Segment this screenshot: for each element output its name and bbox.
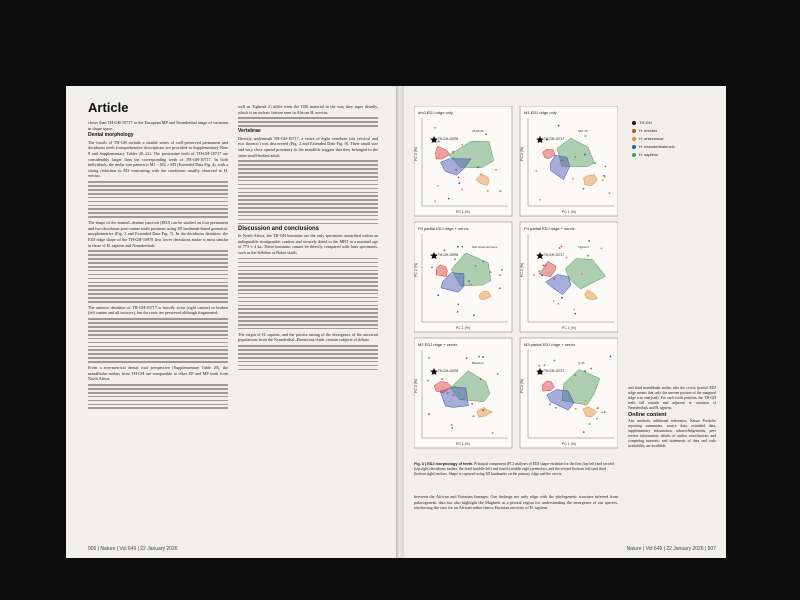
- specimen-label: Q 15: [578, 361, 585, 365]
- specimen-point: [477, 166, 479, 168]
- left-page: [66, 86, 396, 558]
- specimen-point: [466, 357, 468, 359]
- specimen-point: [475, 265, 477, 267]
- specimen-point: [553, 300, 555, 302]
- specimen-point: [427, 380, 429, 382]
- text-lines: [238, 345, 378, 370]
- y-axis-label: PC 2 (%): [520, 262, 524, 277]
- section-discussion-heading: Discussion and conclusions: [238, 225, 320, 232]
- specimen-point: [482, 261, 484, 263]
- specimen-point: [452, 157, 454, 159]
- specimen-point: [610, 356, 612, 358]
- specimen-point: [499, 287, 501, 289]
- specimen-point: [441, 378, 443, 380]
- col1-para2: The shape of the enamel–dentine junction (EDJ) can be studied on four permanent and two deciduous post-canine tooth positions using 3D landmark-based geometric morphometrics (Fig. 3 and Extended Data Fig. 7). In the deciduous dentition, the EDJ ridge shape of the TH-GH-10978 first lower deciduous molar is most similar to those of H. sapiens and Neanderthals.: [88, 220, 228, 248]
- y-axis-label: PC 2 (%): [520, 146, 524, 161]
- left-column-2: [238, 104, 378, 372]
- specimen-point: [574, 313, 576, 315]
- left-column-1: [88, 120, 228, 411]
- specimen-point: [549, 404, 551, 406]
- col2-para2: Directly underneath TH-GH-10717, a series of eight vertebrae (six cervical and two thoracic) was discovered (Fig. 2 and Extended Data Fig. 9). Their small size and very close spatial proximity to the mandible suggest that they belonged to the same small-bodied adult.: [238, 135, 378, 158]
- specimen-label: TH-GH-10978: [438, 137, 459, 141]
- text-lines: [88, 318, 228, 362]
- legend-item: [632, 152, 675, 157]
- specimen-point: [601, 248, 603, 250]
- specimen-point: [587, 255, 589, 257]
- specimen-point: [452, 151, 454, 153]
- specimen-point: [585, 135, 587, 137]
- figure-panel: [414, 106, 512, 216]
- figure-legend: [632, 120, 675, 160]
- specimen-point: [575, 374, 577, 376]
- x-axis-label: PC 1 (%): [561, 210, 577, 214]
- text-lines: [238, 160, 378, 224]
- specimen-label: Tighenif: [578, 245, 589, 249]
- specimen-point: [428, 357, 430, 359]
- specimen-point: [437, 294, 439, 296]
- right-page: [404, 86, 726, 558]
- specimen-point: [457, 311, 459, 313]
- specimen-point: [434, 200, 436, 202]
- specimen-point: [490, 271, 492, 273]
- specimen-point: [457, 246, 459, 248]
- specimen-point: [544, 364, 546, 366]
- specimen-label: TH-GH-10717: [544, 137, 565, 141]
- panel-label: P4 partial EDJ ridge + cervix: [524, 226, 575, 231]
- col2-para1: well as Tighenif 2) differ from the TD6 material in the way they taper distally, which is an archaic feature seen in African H. erectus.: [238, 104, 378, 115]
- specimen-point: [604, 176, 606, 178]
- col2-para4: The origin of H. sapiens, and the precise timing of the divergence of the ancestral populations from the Neanderthal–Denisovan clade, remain subjects of debate.: [238, 331, 378, 343]
- specimen-point: [563, 165, 565, 167]
- side-col-para2: Any methods, additional references, Nature Portfolio reporting summaries, source data, extended data, supplementary information, acknowledgements, peer review information; details of author contributions and competing interests; and statements of data and code availability are available.: [628, 419, 716, 448]
- specimen-point: [596, 418, 598, 420]
- specimen-point: [454, 258, 456, 260]
- text-lines: [238, 258, 378, 330]
- x-axis-label: PC 1 (%): [455, 326, 471, 330]
- specimen-point: [473, 314, 475, 316]
- specimen-point: [444, 250, 446, 252]
- bottom-para: between the African and Eurasian lineages. Our findings not only align with the phylogenetic structure inferred from palaeogenetic data but also highlight the Maghreb as a pivotal region for understanding the emergence of our species, reinforcing the case for an African rather than a Eurasian ancestry of H. sapiens.: [414, 494, 618, 511]
- legend-swatch: [632, 137, 636, 141]
- legend-item: [632, 120, 675, 125]
- figure-3-caption: [414, 462, 618, 477]
- y-axis-label: PC 2 (%): [414, 146, 418, 161]
- legend-item: [632, 128, 675, 133]
- specimen-point: [482, 356, 484, 358]
- col1-para4: From a non-metrical dental trait perspective (Supplementary Table 20), the mandibular molars from TH-GH are comparable to other EP and MP teeth from North Africa.: [88, 365, 228, 382]
- specimen-point: [448, 198, 450, 200]
- specimen-point: [538, 365, 540, 367]
- specimen-point: [428, 413, 430, 415]
- x-axis-label: PC 1 (%): [455, 210, 471, 214]
- specimen-point: [447, 392, 449, 394]
- specimen-point: [480, 378, 482, 380]
- specimen-point: [454, 385, 456, 387]
- legend-label: H. sapiens: [639, 152, 658, 157]
- left-page-footer: 906 | Nature | Vol 649 | 22 January 2026: [88, 546, 178, 552]
- x-axis-label: PC 1 (%): [561, 326, 577, 330]
- specimen-point: [471, 403, 473, 405]
- text-lines: [88, 181, 228, 218]
- specimen-point: [609, 192, 611, 194]
- specimen-point: [455, 264, 457, 266]
- book-gutter: [396, 86, 404, 558]
- specimen-point: [543, 265, 545, 267]
- specimen-point: [535, 170, 537, 172]
- specimen-point: [581, 273, 583, 275]
- specimen-point: [458, 182, 460, 184]
- specimen-point: [461, 144, 463, 146]
- legend-swatch: [632, 129, 636, 133]
- specimen-point: [575, 408, 577, 410]
- specimen-point: [584, 370, 586, 372]
- specimen-label: Sidi Abderrahmane: [472, 245, 498, 249]
- specimen-point: [583, 431, 585, 433]
- specimen-point: [451, 424, 453, 426]
- specimen-point: [566, 257, 568, 259]
- specimen-point: [604, 411, 606, 413]
- specimen-point: [574, 156, 576, 158]
- specimen-point: [458, 304, 460, 306]
- specimen-point: [471, 283, 473, 285]
- figure-3: [414, 106, 618, 558]
- specimen-point: [501, 269, 503, 271]
- specimen-point: [554, 360, 556, 362]
- specimen-point: [589, 423, 591, 425]
- specimen-point: [561, 297, 563, 299]
- specimen-point: [462, 246, 464, 248]
- legend-label: H. erectus: [639, 128, 658, 133]
- specimen-point: [572, 178, 574, 180]
- specimen-point: [499, 190, 501, 192]
- specimen-point: [539, 199, 541, 201]
- figure-panel: [414, 222, 512, 332]
- col1-para1: The fossils of TH-GH include a sizable series of well-preserved permanent and deciduous teeth (comprehensive descriptions are provided in Supplementary Note 8 and Supplementary Tables 20–22). The postcanine teeth of TH-GH-10717 are considerably larger than the corresponding teeth of TH-GH-10717. In both individuals, the molar size pattern is M1 < M2 > M3 (Extended Data Fig. 4), with a strong reduction in M3 contrasting with the conditions usually observed in H. erectus.: [88, 139, 228, 179]
- specimen-point: [588, 240, 590, 242]
- group-hull: [436, 265, 447, 277]
- specimen-point: [605, 166, 607, 168]
- specimen-point: [590, 368, 592, 370]
- figure-panel: [520, 338, 618, 448]
- specimen-label: TH-GH-10978: [438, 369, 459, 373]
- specimen-point: [497, 373, 499, 375]
- specimen-point: [602, 179, 604, 181]
- specimen-point: [468, 280, 470, 282]
- col1-para3: The anterior dentition of TH-GH-10717 is heavily worn (right canine) or broken (left canine and all incisors), but the roots are preserved although fragmented.: [88, 304, 228, 316]
- specimen-point: [559, 247, 561, 249]
- panel-label: dm2 EDJ ridge only: [418, 110, 453, 115]
- specimen-point: [461, 189, 463, 191]
- panel-label: M3 partial EDJ ridge + cervix: [524, 342, 576, 347]
- text-lines: [88, 250, 228, 302]
- figure-panels: [414, 106, 618, 448]
- specimen-point: [573, 309, 575, 311]
- specimen-point: [473, 415, 475, 417]
- specimen-point: [538, 270, 540, 272]
- specimen-point: [584, 154, 586, 156]
- specimen-point: [492, 432, 494, 434]
- section-vertebrae-heading: Vertebrae: [238, 128, 261, 135]
- caption-text: Principal component (PC) analyses of EDJ shape variation for the first (top left) and second (top right) deciduous molars, the third (middle left) and fourth (middle right) premolars, and the second (bottom left) and third (bottom right) molars. Shape is captured using 3D landmarks on the primary ridge and the cervix.: [414, 462, 614, 476]
- x-axis-label: PC 1 (%): [455, 442, 471, 446]
- text-lines: [238, 117, 378, 126]
- specimen-point: [541, 275, 543, 277]
- legend-swatch: [632, 153, 636, 157]
- y-axis-label: PC 2 (%): [414, 378, 418, 393]
- specimen-point: [601, 412, 603, 414]
- panel-label: P3 partial EDJ ridge + cervix: [418, 226, 469, 231]
- text-lines: [88, 384, 228, 409]
- specimen-label: TH-GH-10978: [438, 253, 459, 257]
- right-bottom-para: [414, 494, 618, 512]
- specimen-point: [437, 185, 439, 187]
- legend-swatch: [632, 121, 636, 125]
- specimen-label: ATD6-69: [472, 129, 484, 133]
- specimen-point: [545, 265, 547, 267]
- specimen-point: [499, 274, 501, 276]
- legend-swatch: [632, 145, 636, 149]
- legend-label: TH-GH: [639, 120, 652, 125]
- specimen-label: TH-GH-10717: [544, 369, 565, 373]
- y-axis-label: PC 2 (%): [414, 262, 418, 277]
- specimen-point: [583, 188, 585, 190]
- specimen-point: [561, 246, 563, 248]
- caption-title: Fig. 3 | EDJ morphology of teeth.: [414, 462, 474, 466]
- col1-intro: closer than TH-GH-10717 to the European MP and Neanderthal range of variation in shape space.: [88, 120, 228, 131]
- specimen-point: [562, 160, 564, 162]
- specimen-point: [555, 407, 557, 409]
- panel-label: M2 EDJ ridge + cervix: [418, 342, 458, 347]
- specimen-point: [431, 267, 433, 269]
- specimen-label: SkX 10: [578, 129, 588, 133]
- specimen-point: [597, 407, 599, 409]
- section-online-heading: Online content: [628, 412, 667, 418]
- specimen-point: [584, 400, 586, 402]
- legend-label: H. antecessor: [639, 136, 664, 141]
- specimen-point: [558, 125, 560, 127]
- panel-label: M1 EDJ ridge only: [524, 110, 557, 115]
- figure-panel: [520, 106, 618, 216]
- side-col-para1: and third mandibular molar, also the cervix (partial EDJ ridge means that only the uneven portion of the marginal ridge was analysed). For each tooth position, the TH-GH teeth fall outside and adjacent to variation of Neanderthals and H. sapiens.: [628, 386, 716, 410]
- legend-label: H. neanderthalensis: [639, 144, 675, 149]
- specimen-label: TH-GH-10717: [544, 253, 565, 257]
- figure-panel: [520, 222, 618, 332]
- figure-panel: [414, 338, 512, 448]
- section-dental-heading: Dental morphology: [88, 132, 134, 139]
- specimen-point: [455, 169, 457, 171]
- specimen-point: [485, 133, 487, 135]
- specimen-label: Balanica: [472, 361, 484, 365]
- specimen-point: [480, 174, 482, 176]
- x-axis-label: PC 1 (%): [561, 442, 577, 446]
- specimen-point: [594, 162, 596, 164]
- specimen-point: [478, 356, 480, 358]
- right-side-column: [628, 386, 716, 450]
- specimen-point: [451, 427, 453, 429]
- specimen-point: [453, 395, 455, 397]
- legend-item: [632, 144, 675, 149]
- right-page-footer: Nature | Vol 649 | 22 January 2026 | 907: [626, 546, 716, 552]
- specimen-point: [533, 274, 535, 276]
- y-axis-label: PC 2 (%): [520, 378, 524, 393]
- article-title: Article: [88, 100, 129, 115]
- col2-para3: In North Africa, the TH-GH hominins are the only specimens unearthed within an indisputable stratigraphic context and securely dated to the MBT at a nominal age of 773 ± 4 ka. These hominins cannot be directly compared with later specimens, such as the Kébibat or Rabat skulls.: [238, 233, 378, 255]
- specimen-point: [434, 127, 436, 129]
- legend-item: [632, 136, 675, 141]
- specimen-point: [495, 169, 497, 171]
- specimen-point: [487, 190, 489, 192]
- specimen-point: [482, 409, 484, 411]
- specimen-point: [553, 278, 555, 280]
- specimen-point: [458, 177, 460, 179]
- specimen-point: [558, 303, 560, 305]
